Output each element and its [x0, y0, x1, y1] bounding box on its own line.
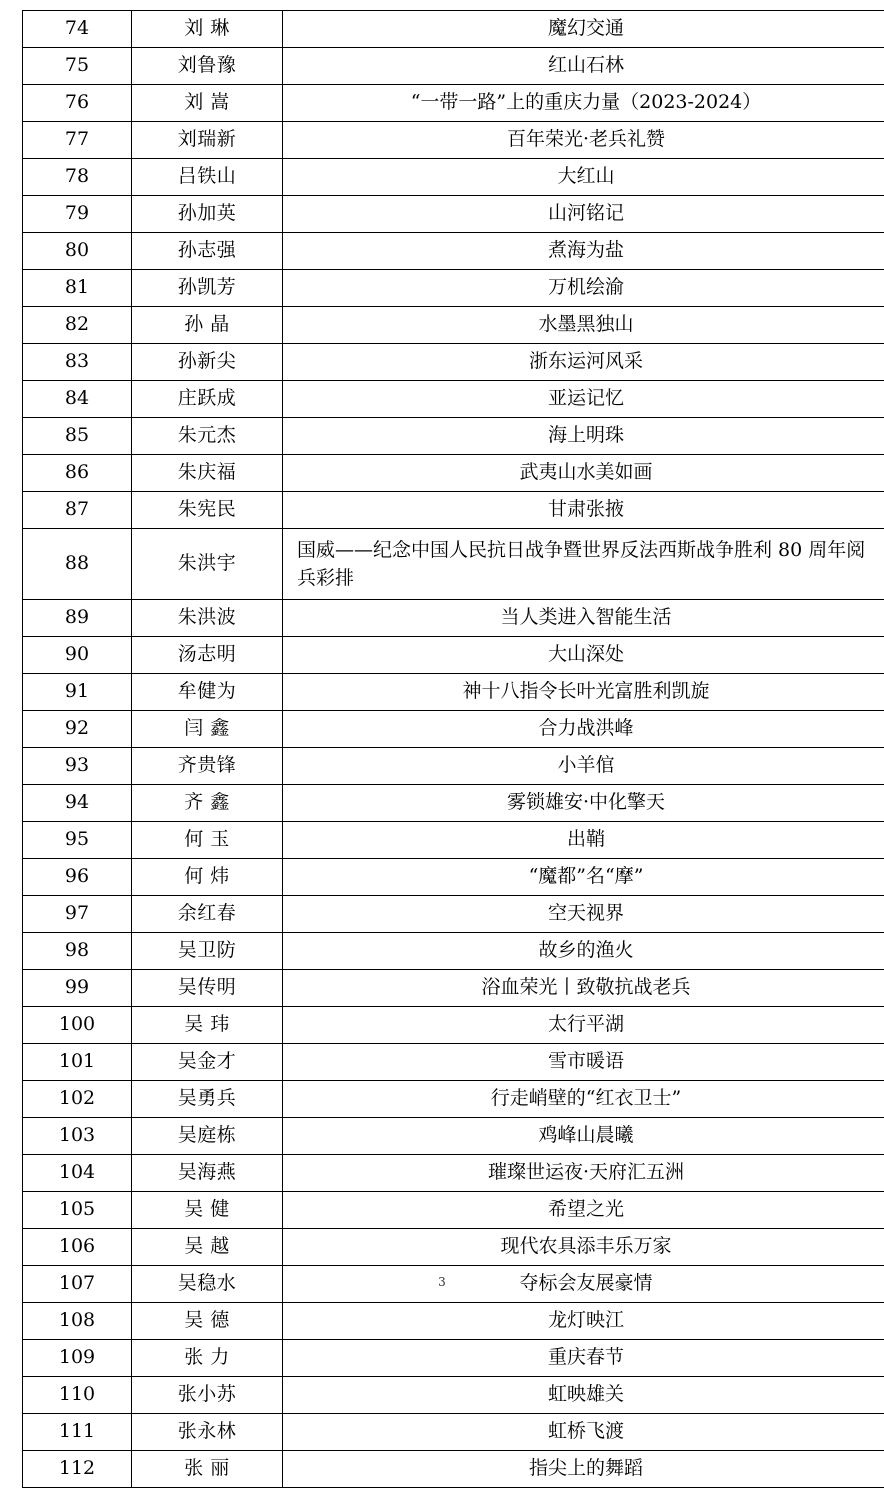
table-row [23, 1192, 884, 1229]
table-row [23, 970, 884, 1007]
cell-serial-number: 111 [23, 1414, 132, 1451]
cell-work-title: 太行平湖 [283, 1007, 884, 1044]
cell-work-title: 万机绘渝 [283, 270, 884, 307]
cell-author-name: 何 玉 [132, 822, 283, 859]
cell-work-title: 虹桥飞渡 [283, 1414, 884, 1451]
cell-serial-number: 79 [23, 196, 132, 233]
cell-author-name: 张永林 [132, 1414, 283, 1451]
cell-author-name: 孙加英 [132, 196, 283, 233]
table-row [23, 674, 884, 711]
cell-serial-number: 80 [23, 233, 132, 270]
cell-work-title: 龙灯映江 [283, 1303, 884, 1340]
cell-author-name: 孙凯芳 [132, 270, 283, 307]
cell-work-title: 鸡峰山晨曦 [283, 1118, 884, 1155]
cell-author-name: 吴 德 [132, 1303, 283, 1340]
cell-work-title: 合力战洪峰 [283, 711, 884, 748]
cell-work-title: 甘肃张掖 [283, 492, 884, 529]
table-row [23, 11, 884, 48]
cell-author-name: 孙 晶 [132, 307, 283, 344]
table-row [23, 233, 884, 270]
cell-serial-number: 89 [23, 600, 132, 637]
cell-work-title: 大红山 [283, 159, 884, 196]
table-row [23, 418, 884, 455]
cell-work-title: 雾锁雄安·中化擎天 [283, 785, 884, 822]
cell-author-name: 刘 琳 [132, 11, 283, 48]
entries-table [22, 10, 884, 1488]
table-row [23, 822, 884, 859]
table-row [23, 344, 884, 381]
cell-author-name: 张小苏 [132, 1377, 283, 1414]
cell-serial-number: 110 [23, 1377, 132, 1414]
table-row [23, 785, 884, 822]
cell-serial-number: 92 [23, 711, 132, 748]
cell-author-name: 张 力 [132, 1340, 283, 1377]
cell-author-name: 闫 鑫 [132, 711, 283, 748]
cell-author-name: 庄跃成 [132, 381, 283, 418]
cell-work-title: 山河铭记 [283, 196, 884, 233]
table-body [23, 11, 884, 1488]
page-number-footer: 3 [0, 1275, 884, 1289]
cell-author-name: 吴卫防 [132, 933, 283, 970]
cell-work-title: 水墨黑独山 [283, 307, 884, 344]
cell-serial-number: 94 [23, 785, 132, 822]
cell-author-name: 朱庆福 [132, 455, 283, 492]
cell-work-title: 故乡的渔火 [283, 933, 884, 970]
cell-work-title: 虹映雄关 [283, 1377, 884, 1414]
cell-work-title: 煮海为盐 [283, 233, 884, 270]
table-row [23, 1081, 884, 1118]
cell-serial-number: 90 [23, 637, 132, 674]
table-row [23, 748, 884, 785]
cell-serial-number: 76 [23, 85, 132, 122]
cell-work-title: “魔都”名“摩” [283, 859, 884, 896]
cell-serial-number: 106 [23, 1229, 132, 1266]
cell-work-title: 夺标会友展豪情 [283, 1266, 884, 1303]
cell-work-title: 指尖上的舞蹈 [283, 1451, 884, 1488]
table-row [23, 1414, 884, 1451]
cell-author-name: 朱洪波 [132, 600, 283, 637]
cell-work-title: 行走峭壁的“红衣卫士” [283, 1081, 884, 1118]
cell-serial-number: 82 [23, 307, 132, 344]
cell-serial-number: 103 [23, 1118, 132, 1155]
cell-author-name: 刘 嵩 [132, 85, 283, 122]
cell-author-name: 吴传明 [132, 970, 283, 1007]
cell-author-name: 吴稳水 [132, 1266, 283, 1303]
table-row [23, 1303, 884, 1340]
cell-serial-number: 75 [23, 48, 132, 85]
cell-serial-number: 99 [23, 970, 132, 1007]
table-row [23, 492, 884, 529]
cell-author-name: 吴 玮 [132, 1007, 283, 1044]
cell-author-name: 齐 鑫 [132, 785, 283, 822]
table-row [23, 455, 884, 492]
table-row [23, 1007, 884, 1044]
cell-serial-number: 102 [23, 1081, 132, 1118]
cell-author-name: 汤志明 [132, 637, 283, 674]
table-row [23, 270, 884, 307]
cell-serial-number: 98 [23, 933, 132, 970]
cell-serial-number: 74 [23, 11, 132, 48]
cell-author-name: 吴庭栋 [132, 1118, 283, 1155]
cell-work-title: 红山石林 [283, 48, 884, 85]
cell-work-title: 雪市暖语 [283, 1044, 884, 1081]
cell-author-name: 牟健为 [132, 674, 283, 711]
table-row [23, 159, 884, 196]
cell-work-title: 重庆春节 [283, 1340, 884, 1377]
cell-author-name: 朱洪宇 [132, 529, 283, 600]
cell-author-name: 刘鲁豫 [132, 48, 283, 85]
cell-author-name: 孙新尖 [132, 344, 283, 381]
cell-serial-number: 107 [23, 1266, 132, 1303]
cell-work-title: 希望之光 [283, 1192, 884, 1229]
cell-serial-number: 86 [23, 455, 132, 492]
cell-serial-number: 108 [23, 1303, 132, 1340]
cell-author-name: 朱元杰 [132, 418, 283, 455]
cell-author-name: 孙志强 [132, 233, 283, 270]
table-row [23, 933, 884, 970]
cell-serial-number: 83 [23, 344, 132, 381]
table-row [23, 1044, 884, 1081]
cell-serial-number: 87 [23, 492, 132, 529]
cell-work-title: “一带一路”上的重庆力量（2023-2024） [283, 85, 884, 122]
table-row [23, 529, 884, 600]
cell-serial-number: 77 [23, 122, 132, 159]
cell-serial-number: 105 [23, 1192, 132, 1229]
table-row [23, 381, 884, 418]
cell-work-title: 海上明珠 [283, 418, 884, 455]
table-row [23, 307, 884, 344]
cell-author-name: 朱宪民 [132, 492, 283, 529]
cell-work-title: 小羊倌 [283, 748, 884, 785]
cell-serial-number: 101 [23, 1044, 132, 1081]
cell-serial-number: 100 [23, 1007, 132, 1044]
cell-work-title: 浴血荣光丨致敬抗战老兵 [283, 970, 884, 1007]
cell-work-title: 大山深处 [283, 637, 884, 674]
cell-author-name: 吴勇兵 [132, 1081, 283, 1118]
table-row [23, 85, 884, 122]
cell-serial-number: 81 [23, 270, 132, 307]
cell-serial-number: 84 [23, 381, 132, 418]
cell-work-title: 亚运记忆 [283, 381, 884, 418]
cell-work-title: 璀璨世运夜·天府汇五洲 [283, 1155, 884, 1192]
table-row [23, 600, 884, 637]
table-row [23, 1340, 884, 1377]
cell-work-title: 百年荣光·老兵礼赞 [283, 122, 884, 159]
table-row [23, 1155, 884, 1192]
table-row [23, 48, 884, 85]
cell-serial-number: 95 [23, 822, 132, 859]
cell-work-title: 魔幻交通 [283, 11, 884, 48]
cell-work-title: 武夷山水美如画 [283, 455, 884, 492]
cell-serial-number: 104 [23, 1155, 132, 1192]
cell-serial-number: 85 [23, 418, 132, 455]
table-row [23, 1377, 884, 1414]
cell-work-title: 国威——纪念中国人民抗日战争暨世界反法西斯战争胜利 80 周年阅兵彩排 [283, 529, 884, 600]
cell-work-title: 当人类进入智能生活 [283, 600, 884, 637]
cell-work-title: 出鞘 [283, 822, 884, 859]
table-row [23, 896, 884, 933]
cell-serial-number: 91 [23, 674, 132, 711]
cell-author-name: 吴 健 [132, 1192, 283, 1229]
cell-author-name: 吴海燕 [132, 1155, 283, 1192]
cell-author-name: 刘瑞新 [132, 122, 283, 159]
cell-author-name: 吴金才 [132, 1044, 283, 1081]
table-row [23, 637, 884, 674]
cell-author-name: 吕铁山 [132, 159, 283, 196]
table-row [23, 196, 884, 233]
cell-work-title: 浙东运河风采 [283, 344, 884, 381]
cell-author-name: 张 丽 [132, 1451, 283, 1488]
table-row [23, 711, 884, 748]
table-row [23, 1451, 884, 1488]
table-row [23, 1118, 884, 1155]
cell-serial-number: 112 [23, 1451, 132, 1488]
cell-serial-number: 96 [23, 859, 132, 896]
cell-author-name: 齐贵锋 [132, 748, 283, 785]
table-row [23, 859, 884, 896]
cell-author-name: 何 炜 [132, 859, 283, 896]
cell-work-title: 空天视界 [283, 896, 884, 933]
cell-author-name: 余红春 [132, 896, 283, 933]
cell-serial-number: 88 [23, 529, 132, 600]
cell-work-title: 现代农具添丰乐万家 [283, 1229, 884, 1266]
cell-serial-number: 109 [23, 1340, 132, 1377]
cell-author-name: 吴 越 [132, 1229, 283, 1266]
table-row [23, 122, 884, 159]
cell-serial-number: 93 [23, 748, 132, 785]
cell-serial-number: 78 [23, 159, 132, 196]
cell-serial-number: 97 [23, 896, 132, 933]
table-row [23, 1229, 884, 1266]
cell-work-title: 神十八指令长叶光富胜利凯旋 [283, 674, 884, 711]
